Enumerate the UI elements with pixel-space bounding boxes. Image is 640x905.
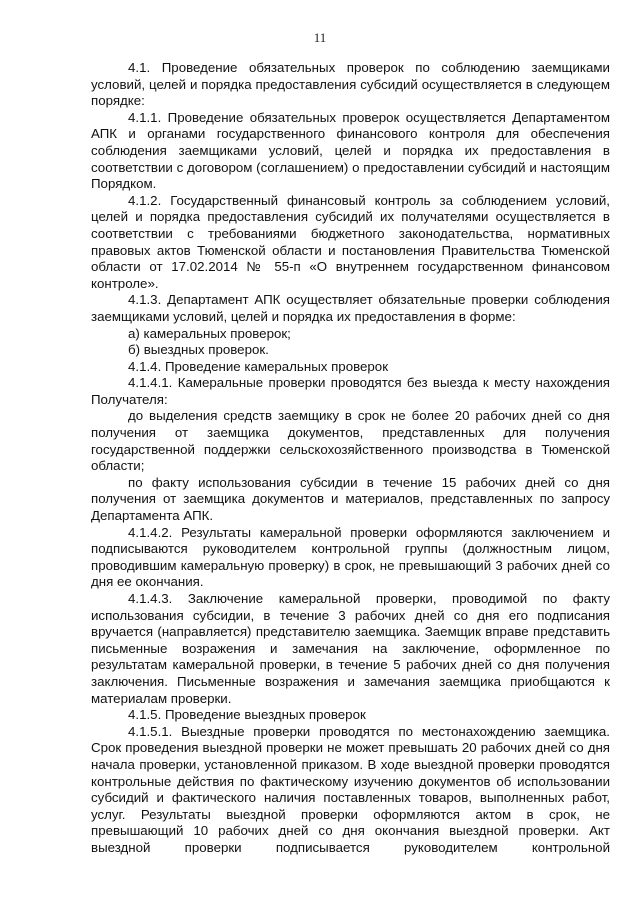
paragraph-before-allocation: до выделения средств заемщику в срок не более 20 рабочих дней со дня получения от заемщика документов, представленных для получения государственной поддержки сельскохозяйственного производства в Тюменской области; (91, 408, 610, 474)
paragraph-4-1-4-3: 4.1.4.3. Заключение камеральной проверки, проводимой по факту использования субсидии, в течение 3 рабочих дней со дня его подписания вручается (направляется) представителю заемщика. Заемщик вправе представить письменные возражения и замечания на заключение, оформленное по результатам камеральной проверки, в течение 5 рабочих дней со дня получения заключения. Письменные возражения и замечания заемщика приобщаются к материалам проверки. (91, 591, 610, 706)
list-item-a: а) камеральных проверок; (128, 325, 291, 341)
paragraph-4-1: 4.1. Проведение обязательных проверок по соблюдению заемщиками условий, целей и порядка предоставления субсидий осуществляется в следующем порядке: (91, 60, 610, 109)
paragraph-4-1-4-2: 4.1.4.2. Результаты камеральной проверки оформляются заключением и подписываются руководителем контрольной группы (должностным лицом, проводившим камеральную проверку) в срок, не превышающий 3 рабочих дней со дня ее окончания. (91, 524, 610, 590)
paragraph-4-1-4-1: 4.1.4.1. Камеральные проверки проводятся без выезда к месту нахождения Получателя: (91, 375, 610, 407)
section-heading-4-1-4: 4.1.4. Проведение камеральных проверок (128, 358, 389, 374)
section-heading-4-1-5: 4.1.5. Проведение выездных проверок (128, 707, 366, 723)
paragraph-4-1-1: 4.1.1. Проведение обязательных проверок осуществляется Департаментом АПК и органами государственного финансового контроля для обеспечения соблюдения заемщиками условий, целей и порядка их предоставления в соответствии с договором (соглашением) о предоставлении субсидий и настоящим Порядком. (91, 109, 610, 192)
paragraph-4-1-5-1: 4.1.5.1. Выездные проверки проводятся по местонахождению заемщика. Срок проведения выездной проверки не может превышать 20 рабочих дней со дня начала проверки, установленной приказом. В ходе выездной проверки проводятся контрольные действия по фактическому изучению документов об использовании субсидий и фактического наличия поставленных товаров, выполненных работ, услуг. Результаты выездной проверки оформляются актом в срок, не превышающий 10 рабочих дней со дня окончания выездной проверки. Акт выездной проверки подписывается руководителем контрольной (91, 723, 610, 855)
list-item-b: б) выездных проверок. (128, 342, 269, 358)
page-number: 11 (313, 30, 327, 45)
paragraph-4-1-2: 4.1.2. Государственный финансовый контроль за соблюдением условий, целей и порядка предоставления субсидий их получателями осуществляется в соответствии с требованиями бюджетного законодательства, нормативных правовых актов Тюменской области и постановления Правительства Тюменской области от 17.02.2014 № 55-п «О внутреннем государственном финансовом контроле». (91, 192, 610, 291)
paragraph-4-1-3: 4.1.3. Департамент АПК осуществляет обязательные проверки соблюдения заемщиками условий, целей и порядка их предоставления в форме: (91, 292, 610, 324)
document-body (91, 60, 610, 857)
paragraph-after-use: по факту использования субсидии в течение 15 рабочих дней со дня получения от заемщика документов и материалов, представленных по запросу Департамента АПК. (91, 474, 610, 524)
